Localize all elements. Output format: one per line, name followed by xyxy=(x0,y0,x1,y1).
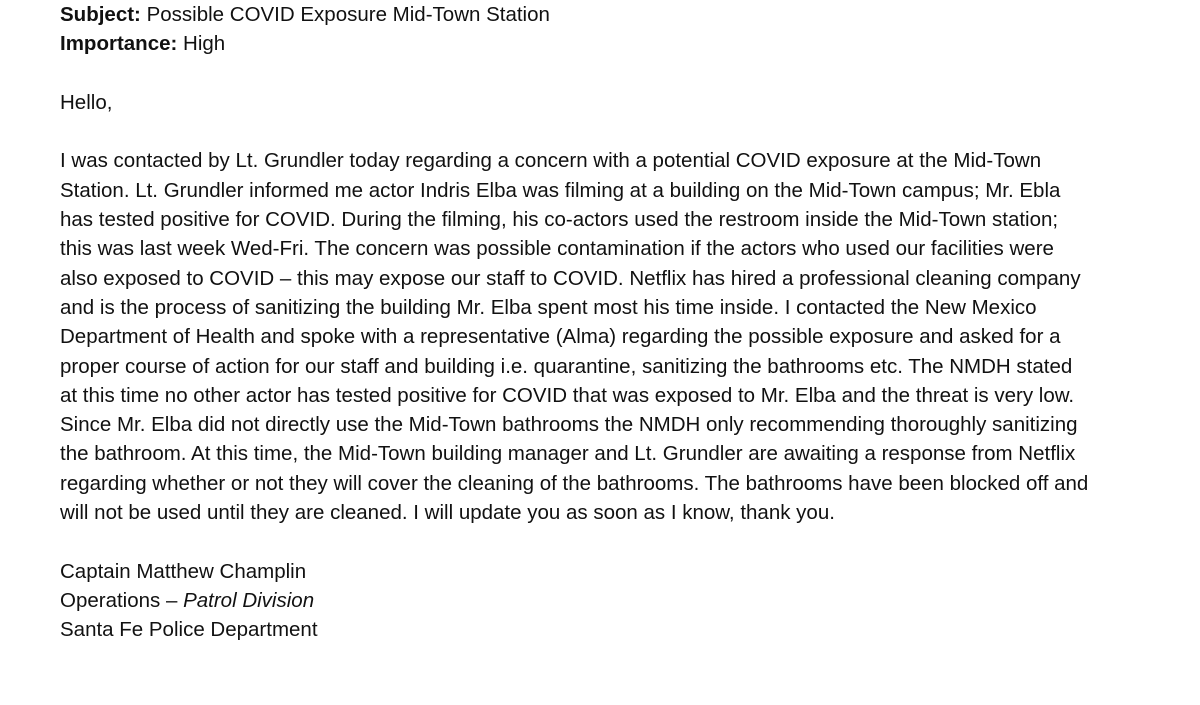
importance-line xyxy=(60,29,1160,58)
subject-line xyxy=(60,0,1160,29)
greeting: Hello, xyxy=(60,90,113,114)
email-body-paragraph: I was contacted by Lt. Grundler today regarding a concern with a potential COVID exposure at the Mid-Town Station. Lt. Grundler informed me actor Indris Elba was filming at a building on the Mid-Town campus; Mr. Ebla has tested positive for COVID. During the filming, his co-actors used the restroom inside the Mid-Town station; this was last week Wed-Fri. The concern was possible contamination if the actors who used our facilities were also exposed to COVID – this may expose our staff to COVID. Netflix has hired a professional cleaning company and is the process of sanitizing the building Mr. Elba spent most his time inside. I contacted the New Mexico Department of Health and spoke with a representative (Alma) regarding the possible exposure and asked for a proper course of action for our staff and building i.e. quarantine, sanitizing the bathrooms etc. The NMDH stated at this time no other actor has tested positive for COVID that was exposed to Mr. Elba and the threat is very low. Since Mr. Elba did not directly use the Mid-Town bathrooms the NMDH only recommending thoroughly sanitizing the bathroom. At this time, the Mid-Town building manager and Lt. Grundler are awaiting a response from Netflix regarding whether or not they will cover the cleaning of the bathrooms. The bathrooms have been blocked off and will not be used until they are cleaned. I will update you as soon as I know, thank you. xyxy=(60,149,1089,525)
importance-value: High xyxy=(183,32,226,56)
signature-division: Patrol Division xyxy=(183,588,315,612)
signature-title-prefix: Operations – xyxy=(60,588,184,612)
importance-label: Importance: xyxy=(60,32,178,56)
email-message xyxy=(60,0,1160,645)
subject-label: Subject: xyxy=(60,3,141,26)
signature-department: Santa Fe Police Department xyxy=(60,618,318,642)
signature-block xyxy=(60,557,1160,645)
signature-name: Captain Matthew Champlin xyxy=(60,559,307,583)
subject-value: Possible COVID Exposure Mid-Town Station xyxy=(146,3,550,26)
signature-title xyxy=(60,586,1160,615)
